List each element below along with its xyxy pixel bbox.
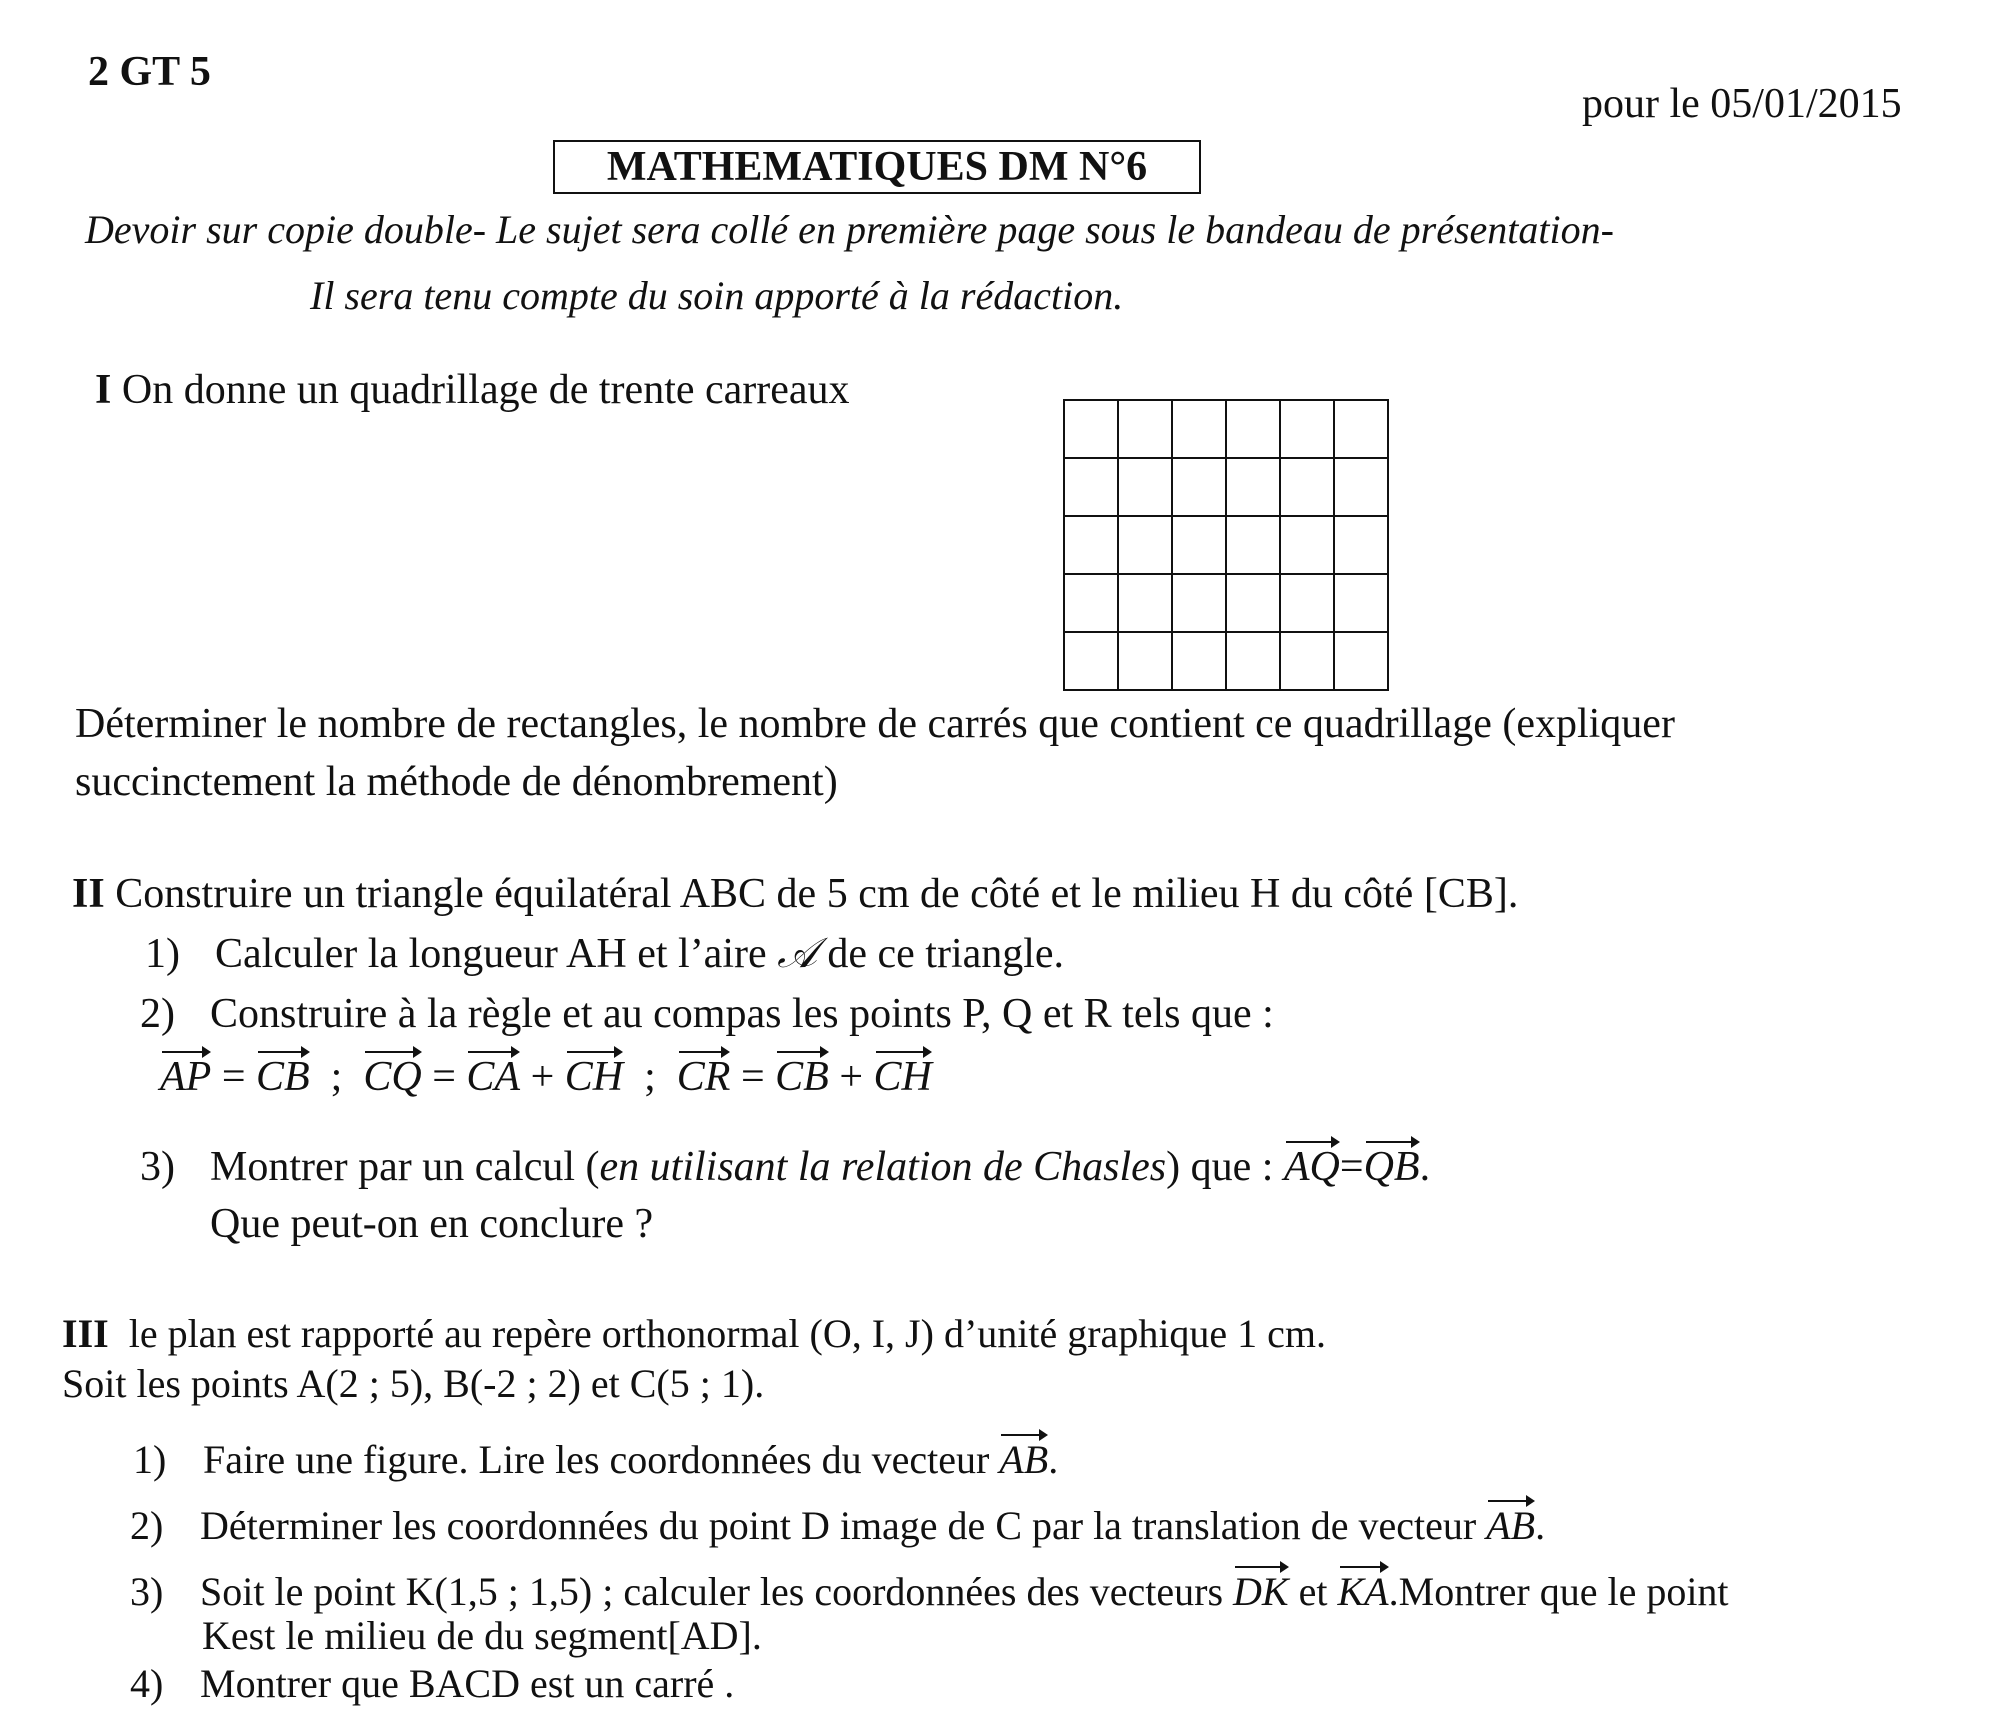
plus-sign: + <box>839 1054 863 1100</box>
grid-cell <box>1227 401 1281 459</box>
ex2-q1 <box>145 928 1064 978</box>
ex2-q3-text-a: Montrer par un calcul ( <box>210 1144 600 1190</box>
grid-cell <box>1335 575 1389 633</box>
ex2-q1-num: 1) <box>145 931 180 977</box>
grid-cell <box>1335 633 1389 691</box>
grid-cell <box>1173 401 1227 459</box>
ex2-q3-num: 3) <box>140 1144 175 1190</box>
ex2-intro <box>72 870 1518 918</box>
period: . <box>1048 1437 1059 1482</box>
ex2-q1-text-b: de ce triangle. <box>816 931 1065 977</box>
grid-cell <box>1119 517 1173 575</box>
ex3-roman: III <box>62 1311 109 1356</box>
vector-AP: AP <box>160 1045 211 1101</box>
grid-cell <box>1065 401 1119 459</box>
grid-figure <box>1063 399 1389 691</box>
grid-cell <box>1065 517 1119 575</box>
ex1-intro <box>95 366 850 414</box>
grid-cell <box>1335 517 1389 575</box>
grid-6x5 <box>1063 399 1389 691</box>
ex3-q3-et: et <box>1288 1569 1338 1614</box>
ex2-q2 <box>140 990 1274 1038</box>
grid-cell <box>1281 633 1335 691</box>
page-title: MATHEMATIQUES DM N°6 <box>553 140 1201 194</box>
separator: ; <box>330 1054 343 1100</box>
ex3-q1-num: 1) <box>133 1437 167 1482</box>
ex3-q1-text: Faire une figure. Lire les coordonnées du vecteur <box>203 1437 1000 1482</box>
grid-cell <box>1173 517 1227 575</box>
grid-cell <box>1119 459 1173 517</box>
equals-sign: = <box>432 1054 456 1100</box>
area-symbol: 𝒜 <box>777 928 817 977</box>
vector-AQ: AQ <box>1284 1135 1340 1191</box>
vector-CQ: CQ <box>363 1045 421 1101</box>
equals-sign: = <box>1339 1144 1364 1190</box>
ex2-q3-italic: en utilisant la relation de Chasles <box>599 1144 1167 1190</box>
grid-cell <box>1119 401 1173 459</box>
vector-CR: CR <box>677 1045 731 1101</box>
grid-cell <box>1173 575 1227 633</box>
instruction-line-2: Il sera tenu compte du soin apporté à la rédaction. <box>310 273 1124 318</box>
vector-CA: CA <box>466 1045 520 1101</box>
ex3-q4-num: 4) <box>130 1661 164 1706</box>
instruction-line-1: Devoir sur copie double- Le sujet sera collé en première page sous le bandeau de présentation- <box>85 207 1614 252</box>
ex2-intro-text: Construire un triangle équilatéral ABC de 5 cm de côté et le milieu H du côté [CB]. <box>115 871 1519 917</box>
ex3-q2-text: Déterminer les coordonnées du point D image de C par la translation de vecteur <box>200 1503 1487 1548</box>
grid-cell <box>1335 401 1389 459</box>
grid-cell <box>1281 575 1335 633</box>
ex1-roman: I <box>95 367 112 413</box>
grid-cell <box>1227 517 1281 575</box>
equals-sign: = <box>221 1054 246 1100</box>
ex2-q3-text-b: ) que : <box>1166 1144 1284 1190</box>
vector-AB: AB <box>1486 1494 1535 1549</box>
ex3-q3-text-a: Soit le point K(1,5 ; 1,5) ; calculer les coordonnées des vecteurs <box>200 1569 1234 1614</box>
ex2-roman: II <box>72 871 105 917</box>
grid-cell <box>1065 459 1119 517</box>
grid-cell <box>1281 517 1335 575</box>
grid-cell <box>1281 459 1335 517</box>
ex3-intro-line-1: le plan est rapporté au repère orthonormal (O, I, J) d’unité graphique 1 cm. <box>128 1311 1327 1356</box>
grid-cell <box>1065 575 1119 633</box>
ex1-question-line-2: succinctement la méthode de dénombrement) <box>75 759 838 805</box>
grid-cell <box>1173 633 1227 691</box>
grid-cell <box>1227 459 1281 517</box>
vector-AB: AB <box>999 1428 1048 1483</box>
ex1-question-line-1: Déterminer le nombre de rectangles, le nombre de carrés que contient ce quadrillage (expliquer <box>75 701 1675 747</box>
ex3-intro-line-2: Soit les points A(2 ; 5), B(-2 ; 2) et C(5 ; 1). <box>62 1361 765 1406</box>
ex2-q2-text: Construire à la règle et au compas les points P, Q et R tels que : <box>210 991 1274 1037</box>
grid-cell <box>1335 459 1389 517</box>
grid-cell <box>1119 575 1173 633</box>
vector-CH: CH <box>565 1045 623 1101</box>
ex3-intro <box>62 1310 1326 1357</box>
due-date: pour le 05/01/2015 <box>1582 81 1902 127</box>
ex3-q2-num: 2) <box>130 1503 164 1548</box>
grid-cell <box>1065 633 1119 691</box>
grid-cell <box>1281 401 1335 459</box>
ex2-vector-equations <box>160 1045 932 1101</box>
ex3-q3 <box>130 1560 1729 1615</box>
ex2-q3-line-2: Que peut-on en conclure ? <box>210 1201 654 1247</box>
ex3-q3-line-2: Kest le milieu de du segment[AD]. <box>202 1613 762 1658</box>
ex3-q4 <box>130 1660 734 1707</box>
period: . <box>1535 1503 1546 1548</box>
ex3-q2 <box>130 1494 1545 1549</box>
vector-CB: CB <box>775 1045 829 1101</box>
ex3-q4-text: Montrer que BACD est un carré . <box>200 1661 735 1706</box>
ex3-q1 <box>133 1428 1058 1483</box>
period: . <box>1419 1144 1431 1190</box>
ex2-q3 <box>140 1135 1430 1191</box>
ex3-q3-num: 3) <box>130 1569 164 1614</box>
vector-DK: DK <box>1233 1560 1289 1615</box>
separator: ; <box>644 1054 656 1100</box>
vector-KA: KA <box>1338 1560 1389 1615</box>
ex2-q1-text-a: Calculer la longueur AH et l’aire <box>215 931 778 977</box>
vector-CB: CB <box>256 1045 310 1101</box>
grid-cell <box>1227 633 1281 691</box>
ex3-q3-text-b: .Montrer que le point <box>1388 1569 1729 1614</box>
ex1-intro-text: On donne un quadrillage de trente carreaux <box>121 367 850 413</box>
ex2-q2-num: 2) <box>140 991 175 1037</box>
grid-cell <box>1173 459 1227 517</box>
vector-CH: CH <box>874 1045 932 1101</box>
equals-sign: = <box>740 1054 765 1100</box>
class-code: 2 GT 5 <box>88 49 211 95</box>
grid-cell <box>1119 633 1173 691</box>
vector-QB: QB <box>1364 1135 1420 1191</box>
plus-sign: + <box>530 1054 555 1100</box>
grid-cell <box>1227 575 1281 633</box>
